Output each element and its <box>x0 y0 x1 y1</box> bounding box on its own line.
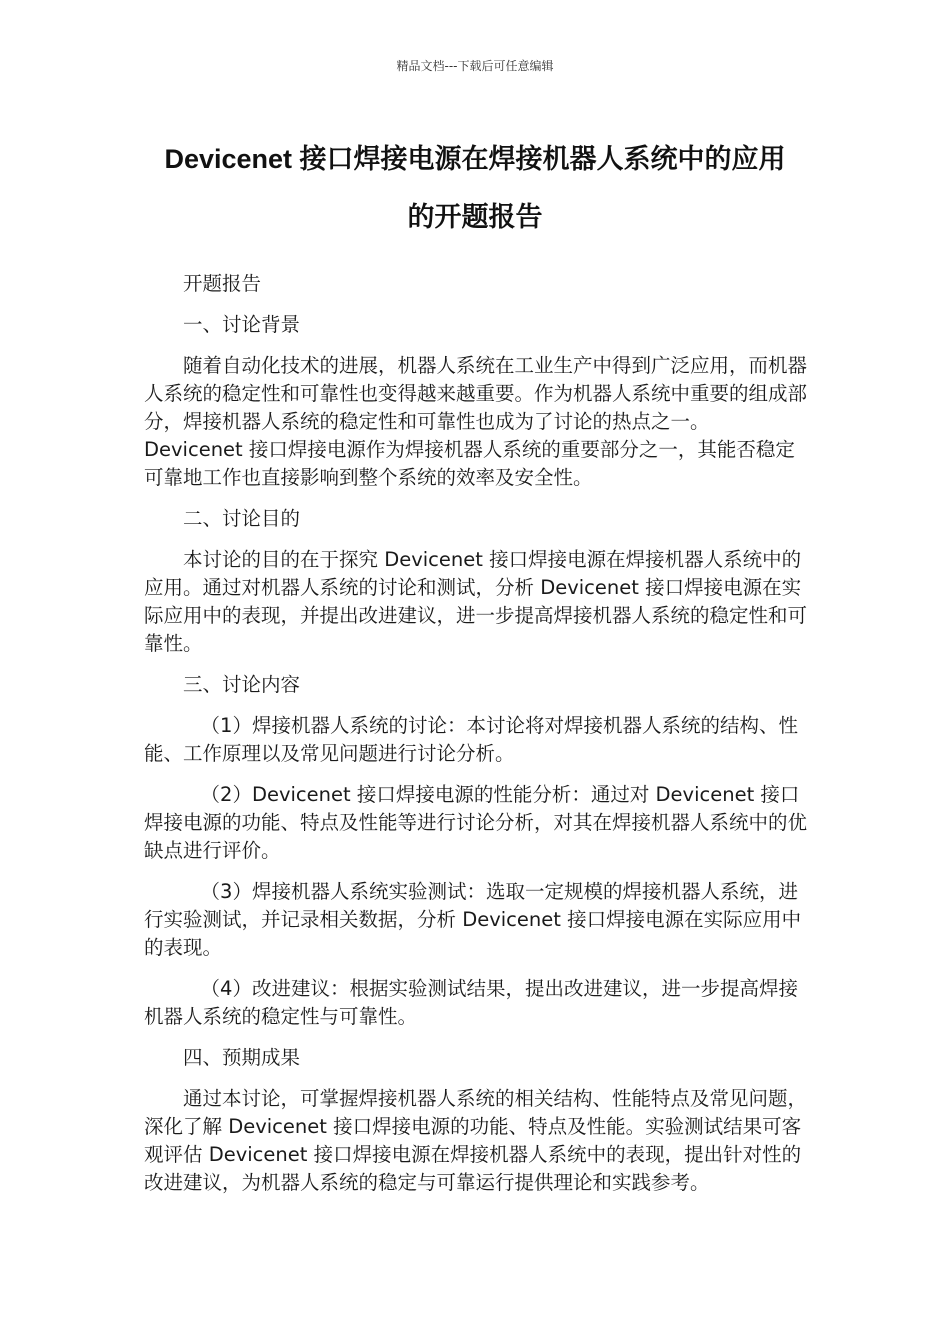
report-label: 开题报告 <box>183 272 262 295</box>
content-item-1: （1）焊接机器人系统的讨论：本讨论将对焊接机器人系统的结构、性能、工作原理以及常见问题进行讨论分析。 <box>144 714 798 765</box>
paragraph-background: 随着自动化技术的进展，机器人系统在工业生产中得到广泛应用，而机器人系统的稳定性和可靠性也变得越来越重要。作为机器人系统中重要的组成部分，焊接机器人系统的稳定性和可靠性也成为了讨论的热点之一。Devicenet 接口焊接电源作为焊接机器人系统的重要部分之一，其能否稳定可靠地工作也直接影响到整个系统的效率及安全性。 <box>144 354 808 489</box>
title-line-2: 的开题报告 <box>407 202 543 232</box>
section-heading-outcomes: 四、预期成果 <box>183 1046 301 1069</box>
paragraph-outcomes: 通过本讨论，可掌握焊接机器人系统的相关结构、性能特点及常见问题，深化了解 Devicenet 接口焊接电源的功能、特点及性能。实验测试结果可客观评估 Devicenet 接口焊接电源在焊接机器人系统中的表现，提出针对性的改进建议，为机器人系统的稳定与可靠运行提供理论和实践参考。 <box>144 1087 808 1194</box>
title-line-1: Devicenet 接口焊接电源在焊接机器人系统中的应用 <box>164 144 786 174</box>
content-item-4: （4）改进建议：根据实验测试结果，提出改进建议，进一步提高焊接机器人系统的稳定性与可靠性。 <box>144 977 798 1028</box>
document-title <box>140 130 810 246</box>
content-item-3: （3）焊接机器人系统实验测试：选取一定规模的焊接机器人系统，进行实验测试，并记录相关数据，分析 Devicenet 接口焊接电源在实际应用中的表现。 <box>144 880 802 959</box>
section-heading-background: 一、讨论背景 <box>183 313 301 336</box>
section-heading-purpose: 二、讨论目的 <box>183 507 301 530</box>
paragraph-purpose: 本讨论的目的在于探究 Devicenet 接口焊接电源在焊接机器人系统中的应用。通过对机器人系统的讨论和测试，分析 Devicenet 接口焊接电源在实际应用中的表现，并提出改进建议，进一步提高焊接机器人系统的稳定性和可靠性。 <box>144 548 808 655</box>
page-header: 精品文档---下载后可任意编辑 <box>396 59 554 73</box>
content-item-2: （2）Devicenet 接口焊接电源的性能分析：通过对 Devicenet 接口焊接电源的功能、特点及性能等进行讨论分析，对其在焊接机器人系统中的优缺点进行评价。 <box>144 783 808 862</box>
section-heading-content: 三、讨论内容 <box>183 673 301 696</box>
document-body <box>144 270 808 1210</box>
